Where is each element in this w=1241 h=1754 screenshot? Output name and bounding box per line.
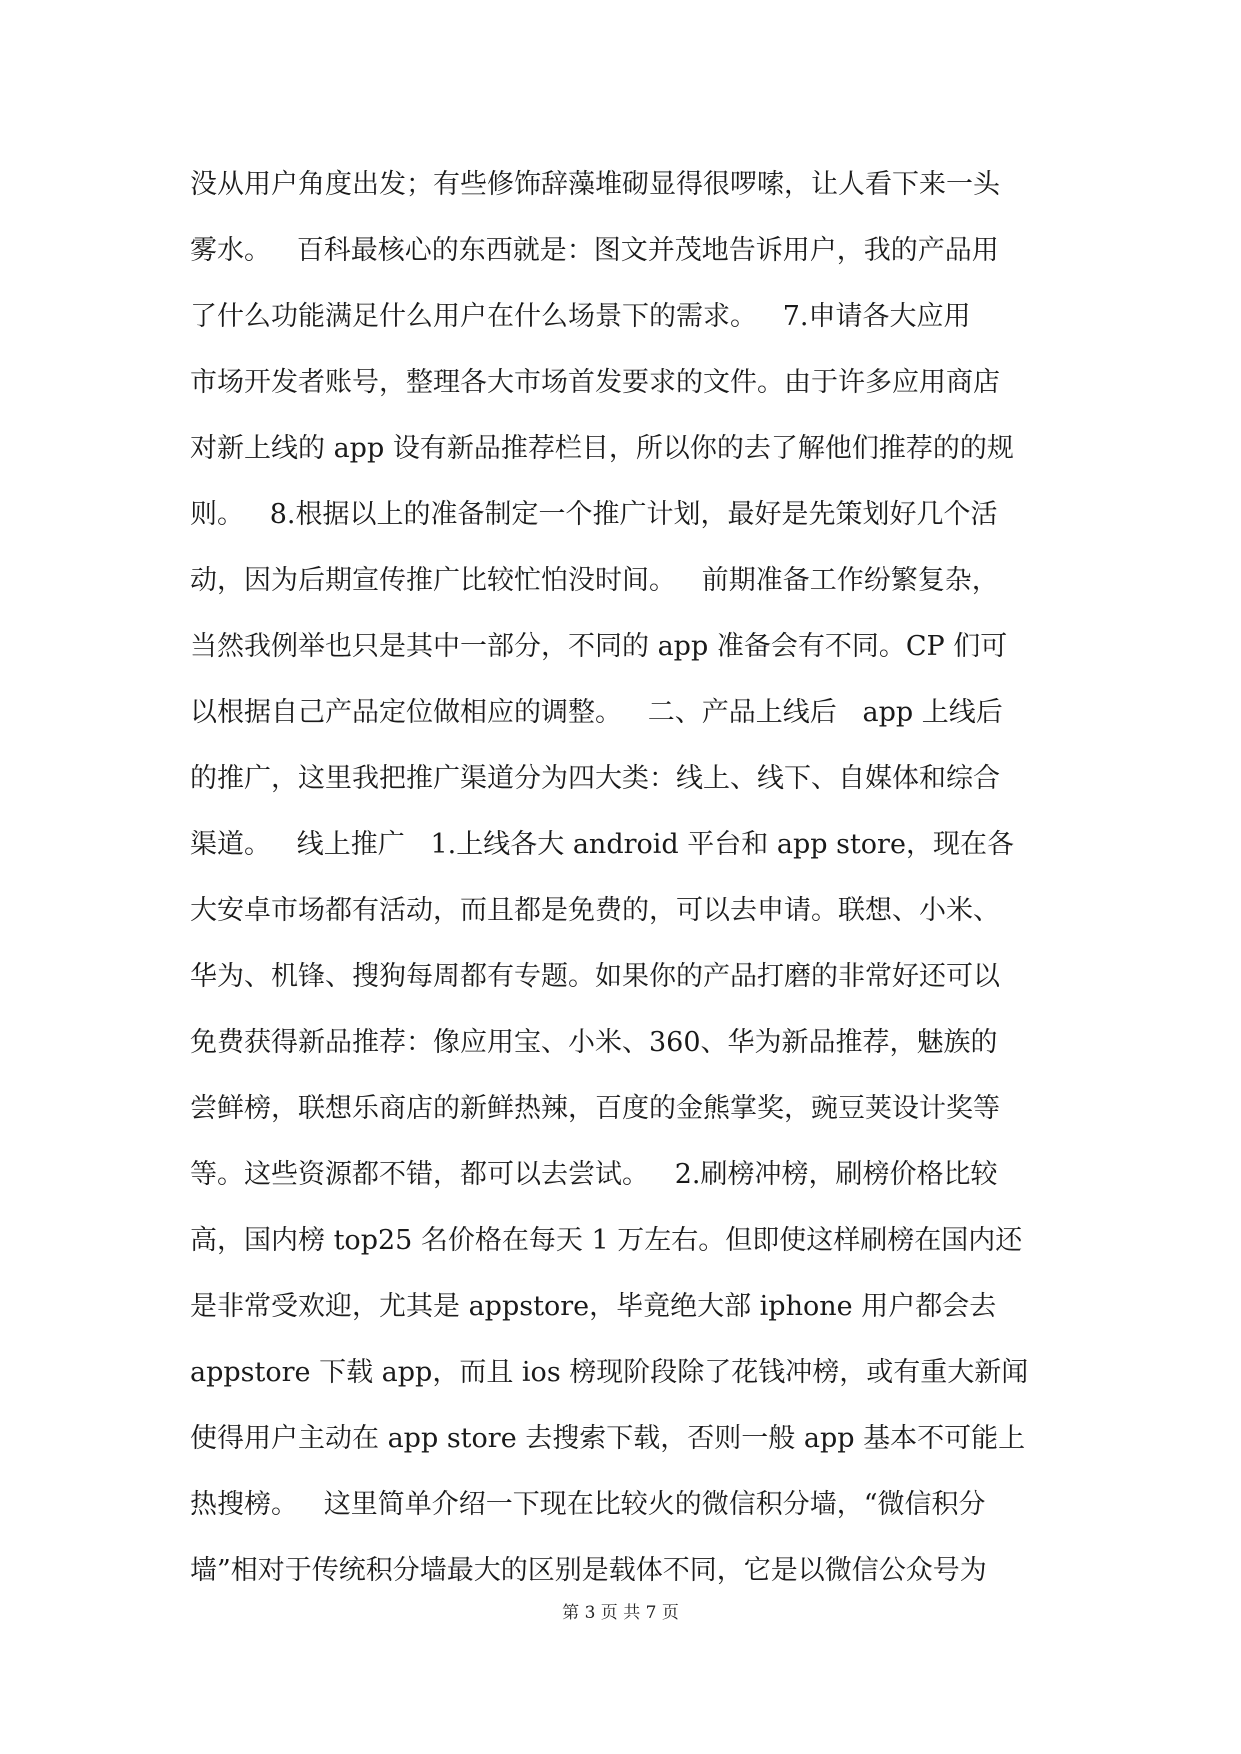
text-line: 等。这些资源都不错，都可以去尝试。 2.刷榜冲榜，刷榜价格比较 bbox=[190, 1159, 998, 1190]
text-line: 高，国内榜 top25 名价格在每天 1 万左右。但即使这样刷榜在国内还 bbox=[190, 1225, 1023, 1256]
text-line: 免费获得新品推荐：像应用宝、小米、360、华为新品推荐，魅族的 bbox=[190, 1027, 998, 1058]
text-line: appstore 下载 app，而且 ios 榜现阶段除了花钱冲榜，或有重大新闻 bbox=[190, 1357, 1029, 1388]
text-line: 的推广，这里我把推广渠道分为四大类：线上、线下、自媒体和综合 bbox=[190, 763, 1000, 794]
text-line: 当然我例举也只是其中一部分，不同的 app 准备会有不同。CP 们可 bbox=[190, 631, 1008, 662]
text-line: 没从用户角度出发；有些修饰辞藻堆砌显得很啰嗦，让人看下来一头 bbox=[190, 169, 1000, 200]
text-line: 使得用户主动在 app store 去搜索下载，否则一般 app 基本不可能上 bbox=[190, 1423, 1026, 1454]
text-line: 市场开发者账号，整理各大市场首发要求的文件。由于许多应用商店 bbox=[190, 367, 1000, 398]
text-line: 渠道。 线上推广 1.上线各大 android 平台和 app store，现在各 bbox=[190, 829, 1014, 860]
page-number-footer: 第 3 页 共 7 页 bbox=[562, 1603, 679, 1623]
text-line: 对新上线的 app 设有新品推荐栏目，所以你的去了解他们推荐的的规 bbox=[190, 433, 1014, 464]
text-line: 雾水。 百科最核心的东西就是：图文并茂地告诉用户，我的产品用 bbox=[190, 235, 999, 266]
text-line: 墙”相对于传统积分墙最大的区别是载体不同，它是以微信公众号为 bbox=[190, 1555, 987, 1586]
text-line: 华为、机锋、搜狗每周都有专题。如果你的产品打磨的非常好还可以 bbox=[190, 961, 1000, 992]
text-line: 以根据自己产品定位做相应的调整。 二、产品上线后 app 上线后 bbox=[190, 697, 1003, 728]
text-line: 大安卓市场都有活动，而且都是免费的，可以去申请。联想、小米、 bbox=[190, 895, 1000, 926]
text-line: 尝鲜榜，联想乐商店的新鲜热辣，百度的金熊掌奖，豌豆荚设计奖等 bbox=[190, 1093, 1000, 1124]
text-line: 是非常受欢迎，尤其是 appstore，毕竟绝大部 iphone 用户都会去 bbox=[190, 1291, 997, 1322]
text-line: 动，因为后期宣传推广比较忙怕没时间。 前期准备工作纷繁复杂， bbox=[190, 565, 999, 596]
text-line: 了什么功能满足什么用户在什么场景下的需求。 7.申请各大应用 bbox=[190, 301, 971, 332]
text-line: 则。 8.根据以上的准备制定一个推广计划，最好是先策划好几个活 bbox=[190, 499, 998, 530]
text-line: 热搜榜。 这里简单介绍一下现在比较火的微信积分墙，“微信积分 bbox=[190, 1489, 986, 1520]
body-text bbox=[190, 152, 1070, 1604]
